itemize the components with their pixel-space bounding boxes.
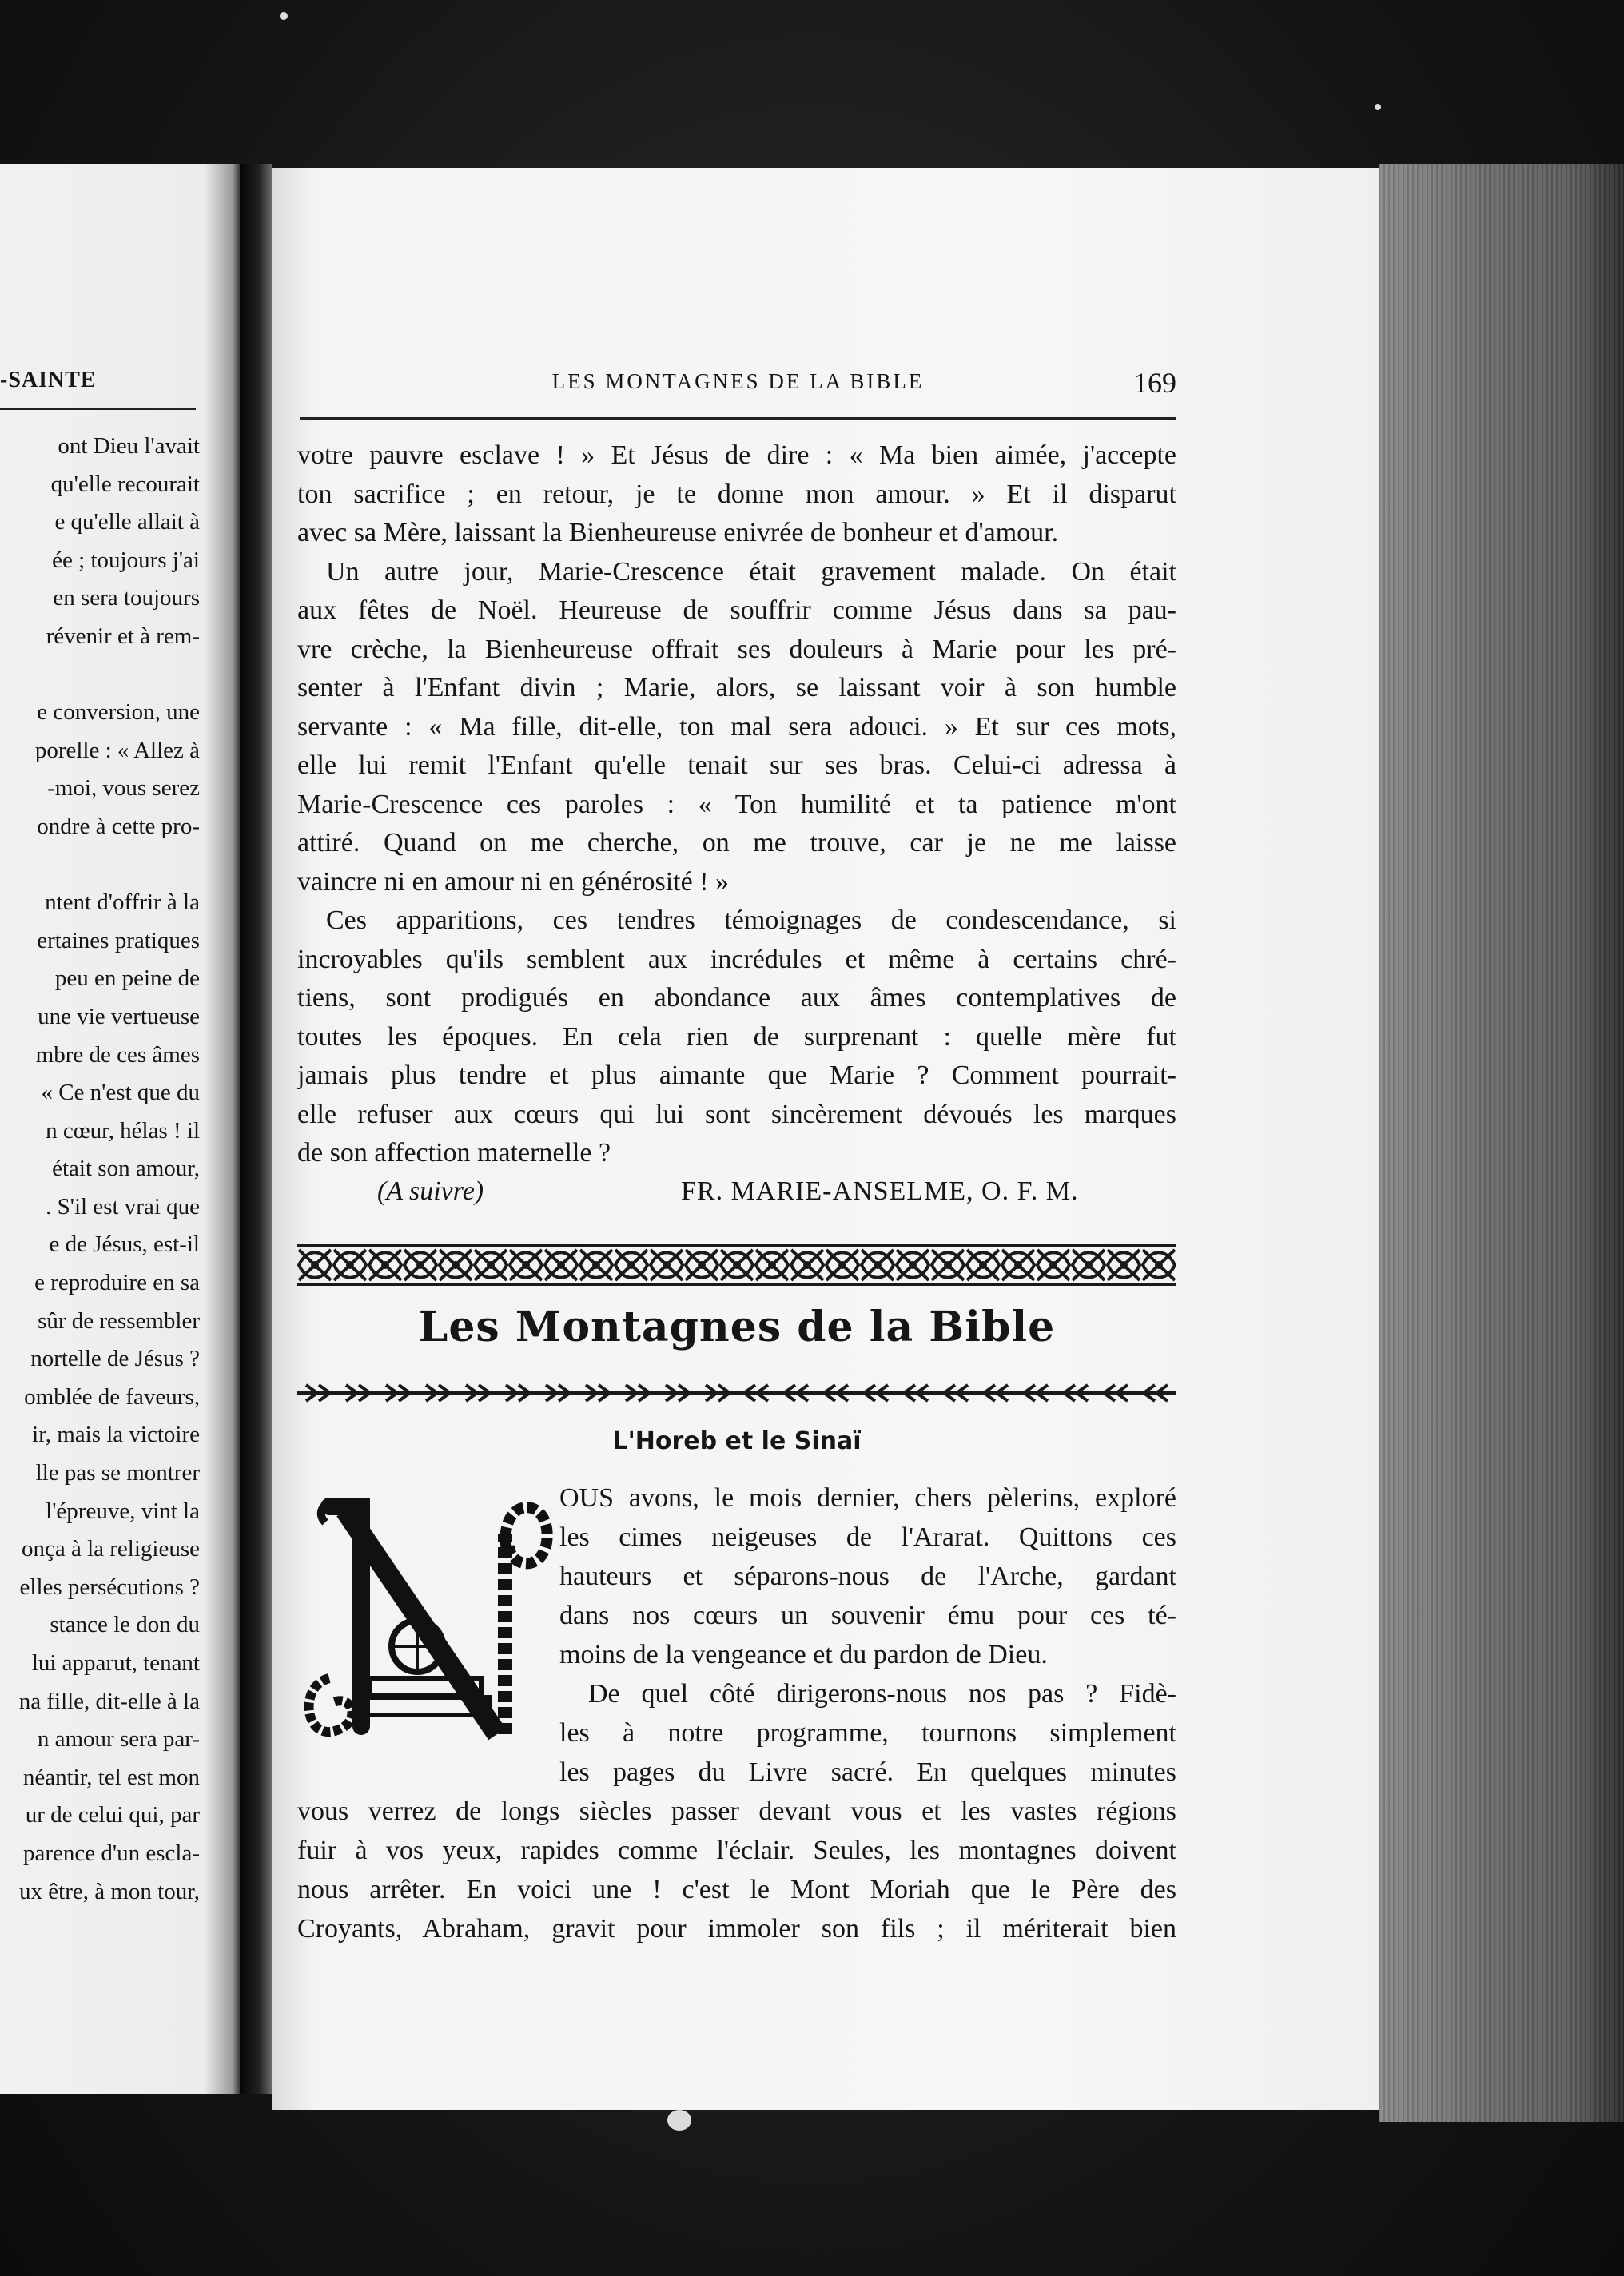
passage-line: tiens, sont prodigués en abondance aux âmes contemplatives de — [297, 983, 1176, 1013]
left-page-line: ertaines pratiques — [37, 927, 200, 953]
left-page-text — [0, 428, 200, 1911]
arrow-ornament-line — [297, 1381, 1176, 1405]
passage-line: vre crèche, la Bienheureuse offrait ses douleurs à Marie pour les pré- — [297, 634, 1176, 664]
page-number: 169 — [1133, 367, 1176, 399]
left-page-line: e conversion, une — [37, 699, 200, 726]
article-title: Les Montagnes de la Bible — [418, 1303, 1056, 1351]
left-page-line: ntent d'offrir à la — [45, 889, 200, 916]
left-page-line: porelle : « Allez à — [34, 737, 200, 763]
passage-line: senter à l'Enfant divin ; Marie, alors, se laissant voir à son humble — [297, 673, 1176, 702]
running-head — [300, 353, 1176, 399]
left-page-line: ont Dieu l'avait — [58, 433, 200, 459]
left-page-line: stance le don du — [50, 1612, 200, 1638]
left-page-line: -moi, vous serez — [47, 775, 200, 802]
article-column-line: les à notre programme, tournons simplement — [559, 1718, 1176, 1748]
article-full-line: nous arrêter. En voici une ! c'est le Mont Moriah que le Père des — [297, 1875, 1176, 1904]
passage-line: elle refuser aux cœurs qui lui sont sincèrement dévoués les marques — [297, 1099, 1176, 1129]
left-page-line: na fille, dit-elle à la — [18, 1688, 200, 1714]
passage-text — [297, 436, 1176, 1173]
left-page-line: mbre de ces âmes — [35, 1041, 200, 1068]
scan-speck — [1375, 104, 1381, 110]
passage-line: Un autre jour, Marie-Crescence était gravement malade. On était — [326, 556, 1176, 587]
left-page-line: n amour sera par- — [37, 1726, 200, 1753]
left-page-line: qu'elle recourait — [50, 471, 200, 497]
page-edges — [1379, 164, 1624, 2122]
left-page-line: lui apparut, tenant — [31, 1650, 200, 1676]
passage-line: avec sa Mère, laissant la Bienheureuse enivrée de bonheur et d'amour. — [297, 518, 1059, 547]
article-subtitle: L'Horeb et le Sinaï — [612, 1427, 862, 1455]
header-rule — [300, 417, 1176, 420]
left-page-line: révenir et à rem- — [46, 623, 200, 649]
article-column-line: De quel côté dirigerons-nous nos pas ? Fidè- — [588, 1679, 1176, 1709]
article-column-line: moins de la vengeance et du pardon de Dieu. — [559, 1640, 1048, 1669]
article-column-line: dans nos cœurs un souvenir ému pour ces té- — [559, 1601, 1176, 1630]
article-column-text — [559, 1478, 1176, 1792]
left-page-line: une vie vertueuse — [38, 1003, 200, 1029]
left-page-line: sûr de ressembler — [38, 1307, 200, 1334]
article-full-line: fuir à vos yeux, rapides comme l'éclair. Seules, les montagnes doivent — [297, 1836, 1176, 1865]
scan-speck — [280, 12, 288, 20]
left-page-line: ur de celui qui, par — [25, 1802, 200, 1828]
left-page-line: omblée de faveurs, — [24, 1383, 200, 1410]
passage-line: Ces apparitions, ces tendres témoignages de condescendance, si — [326, 905, 1176, 935]
left-page-line: peu en peine de — [54, 965, 200, 992]
left-page-line — [0, 846, 200, 885]
left-page-line: néantir, tel est mon — [22, 1764, 200, 1790]
author-name: FR. MARIE-ANSELME, O. F. M. — [681, 1176, 1079, 1206]
passage-line: Marie-Crescence ces paroles : « Ton humilité et ta patience m'ont — [297, 789, 1176, 819]
passage-line: incroyables qu'ils semblent aux incrédules et même à certains chré- — [297, 944, 1176, 974]
left-page-line: e qu'elle allait à — [54, 509, 200, 535]
running-head-title: LES MONTAGNES DE LA BIBLE — [551, 369, 925, 393]
left-page-line: n cœur, hélas ! il — [46, 1117, 200, 1144]
passage-line: votre pauvre esclave ! » Et Jésus de dire : « Ma bien aimée, j'accepte — [297, 440, 1176, 470]
left-running-head: -SAINTE — [0, 368, 97, 392]
passage-line: attiré. Quand on me cherche, on me trouve, car je ne me laisse — [297, 828, 1176, 857]
left-page-line: ux être, à mon tour, — [19, 1878, 200, 1904]
book-gutter — [240, 164, 272, 2094]
scan-speck — [667, 2110, 691, 2131]
signature-line — [297, 1176, 1176, 1216]
left-header-rule — [0, 408, 196, 410]
article-full-line: Croyants, Abraham, gravit pour immoler son fils ; il mériterait bien — [297, 1914, 1176, 1944]
left-page-line: parence d'un escla- — [23, 1840, 200, 1866]
left-page-line: nortelle de Jésus ? — [30, 1346, 200, 1372]
left-page-line: lle pas se montrer — [35, 1460, 200, 1486]
passage-line: aux fêtes de Noël. Heureuse de souffrir comme Jésus dans sa pau- — [297, 595, 1176, 625]
passage-line: vaincre ni en amour ni en générosité ! » — [297, 866, 730, 897]
left-page-line: ondre à cette pro- — [37, 813, 200, 839]
left-page-line: elles persécutions ? — [19, 1574, 200, 1600]
left-page-line — [0, 656, 200, 694]
article-full-line: vous verrez de longs siècles passer devant vous et les vastes régions — [297, 1797, 1176, 1826]
passage-line: ton sacrifice ; en retour, je te donne mon amour. » Et il disparut — [297, 479, 1176, 509]
article-column-line: OUS avons, le mois dernier, chers pèlerins, exploré — [559, 1483, 1176, 1513]
left-page-line: ir, mais la victoire — [32, 1422, 200, 1448]
left-page-line: en sera toujours — [53, 585, 200, 611]
passage-line: servante : « Ma fille, dit-elle, ton mal sera adouci. » Et sur ces mots, — [297, 711, 1176, 742]
ornamental-band — [297, 1243, 1176, 1287]
passage-line: toutes les époques. En cela rien de surprenant : quelle mère fut — [297, 1021, 1176, 1052]
article-column-line: hauteurs et séparons-nous de l'Arche, gardant — [559, 1562, 1176, 1591]
article-column-line: les cimes neigeuses de l'Ararat. Quittons ces — [559, 1522, 1176, 1552]
passage-line: de son affection maternelle ? — [297, 1138, 611, 1168]
left-page — [0, 164, 240, 2094]
left-page-line: était son amour, — [52, 1156, 200, 1182]
left-page-line: onça à la religieuse — [21, 1536, 200, 1562]
left-page-line: . S'il est vrai que — [46, 1193, 200, 1220]
article-column-line: les pages du Livre sacré. En quelques minutes — [559, 1757, 1176, 1787]
passage-line: elle lui remit l'Enfant qu'elle tenait sur ses bras. Celui-ci adressa à — [297, 750, 1176, 780]
left-page-line: e de Jésus, est-il — [49, 1232, 200, 1258]
left-page-line: ée ; toujours j'ai — [52, 547, 200, 573]
left-page-line: l'épreuve, vint la — [46, 1498, 200, 1524]
left-page-line: e reproduire en sa — [34, 1270, 200, 1296]
article-full-text — [297, 1792, 1176, 1948]
passage-line: jamais plus tendre et plus aimante que Marie ? Comment pourrait- — [297, 1060, 1176, 1090]
left-page-line: « Ce n'est que du — [41, 1080, 200, 1106]
dropcap-illustration — [297, 1486, 553, 1758]
continued-note: (A suivre) — [377, 1176, 484, 1206]
